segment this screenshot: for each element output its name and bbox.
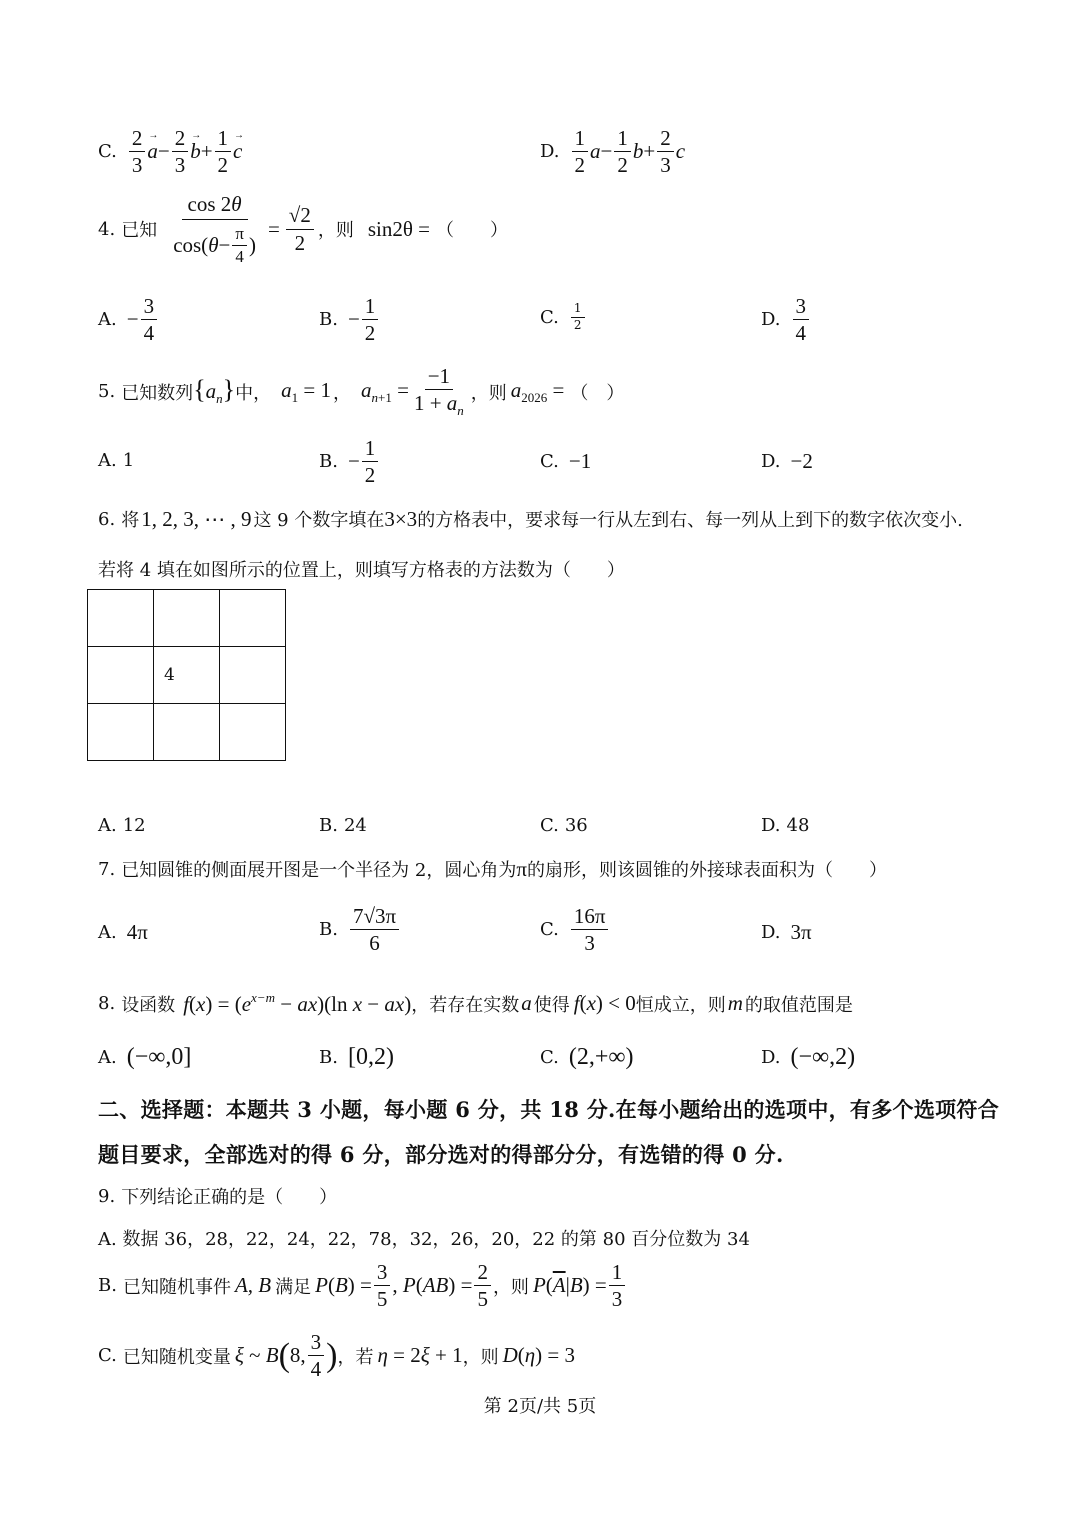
question-4: 4. 已知 cos 2θ cos( θ − $\frac{\pi}{4}$ ) = $\frac{√2}{2}$ ，则 sin2θ = （ ） — [98, 192, 508, 266]
q4-option-d: D. $\frac{3}{4}$ — [761, 294, 811, 345]
q4-option-c: C. $\frac{1}{2}$ — [540, 302, 587, 333]
grid-row — [88, 704, 286, 761]
q4-option-a: A. − $\frac{3}{4}$ — [98, 294, 159, 345]
question-6-line-1: 6. 将 1, 2, 3, ⋯ , 9 这 9 个数字填在 3×3 的方格表中，要求每一行从左到右、每一列从上到下的数字依次变小. — [98, 506, 963, 531]
q7-option-c: C. $\frac{16\pi}{3}$ — [540, 904, 610, 955]
q5-option-a: A. 1 — [98, 450, 135, 471]
grid-cell — [220, 704, 286, 761]
grid-cell — [220, 647, 286, 704]
grid-row — [88, 590, 286, 647]
q3-option-c: C. $\frac{2}{3}$ → a − $\frac{2}{3}$ → b + $\frac{1}{2}$ → c — [98, 126, 242, 177]
grid-row — [88, 647, 286, 704]
q5-option-c: C. −1 — [540, 449, 592, 473]
q5-option-b: B. − $\frac{1}{2}$ — [319, 436, 380, 487]
grid-cell — [220, 590, 286, 647]
q9-option-a: A. 数据 36，28，22，24，22，78，32，26，20，22 的第 80 百分位数为 34 — [98, 1229, 750, 1250]
q6-option-b: B. 24 — [319, 815, 367, 836]
q3-option-d: D. $\frac{1}{2}$ a − $\frac{1}{2}$ b + $\frac{2}{3}$ c — [540, 126, 686, 178]
q4-option-b: B. − $\frac{1}{2}$ — [319, 294, 380, 345]
grid-cell — [88, 590, 154, 647]
q8-option-d: D. (−∞,2) — [761, 1044, 856, 1070]
grid-cell — [88, 704, 154, 761]
section-2-heading-line-2: 题目要求，全部选对的得 6 分，部分选对的得部分分，有选错的得 0 分. — [98, 1142, 784, 1167]
q8-option-b: B. [0,2) — [319, 1044, 394, 1070]
grid-cell — [88, 647, 154, 704]
number-grid-3x3 — [87, 589, 286, 761]
grid-cell — [154, 704, 220, 761]
section-2-heading-line-1: 二、选择题：本题共 3 小题，每小题 6 分，共 18 分.在每小题给出的选项中，有多个选项符合 — [98, 1097, 1000, 1122]
question-9-stem: 9. 下列结论正确的是（ ） — [98, 1185, 338, 1208]
question-7: 7. 已知圆锥的侧面展开图是一个半径为 2，圆心角为 π 的扇形，则该圆锥的外接球表面积为（ ） — [98, 856, 887, 881]
q7-option-a: A. 4π — [98, 920, 148, 944]
question-6-line-2: 若将 4 填在如图所示的位置上，则填写方格表的方法数为（ ） — [98, 560, 625, 581]
q8-option-a: A. (−∞,0] — [98, 1044, 192, 1070]
q9-option-c: C. 已知随机变量 ξ ~ B ( 8, $\frac{3}{4}$ ) ，若 η = 2ξ + 1 ，则 D(η) = 3 — [98, 1330, 576, 1382]
grid-cell — [154, 590, 220, 647]
q6-option-c: C. 36 — [540, 815, 588, 836]
grid-cell: 4 — [154, 647, 220, 704]
q7-option-b: B. $\frac{7√3\pi}{6}$ — [319, 904, 401, 955]
q5-option-d: D. −2 — [761, 449, 813, 473]
question-5: 5. 已知数列 $\{a_n\}$ 中， $a_1 = 1$ ， $a_{n+1}$ = $\frac{-1}{1 + a_n}$ ，则 $a_{2026}$ = （ ） — [98, 364, 625, 419]
q6-option-d: D. 48 — [761, 815, 810, 836]
q6-option-a: A. 12 — [98, 815, 146, 836]
q9-option-b: B. 已知随机事件 A, B 满足 P(B) = $\frac{3}{5}$ , P(AB) = $\frac{2}{5}$ ，则 $P(\overline{A}|B)$ = $\frac{1}{3}$ — [98, 1260, 627, 1311]
question-8: 8. 设函数 $f(x) = (e^{x-m} - ax)(\ln$ x − ax) ，若存在实数 a 使得 f(x) < 0 恒成立，则 m 的取值范围是 — [98, 990, 853, 1016]
q8-option-c: C. (2,+∞) — [540, 1044, 634, 1070]
q7-option-d: D. 3π — [761, 920, 812, 944]
page-number: 第 2页/共 5页 — [483, 1396, 597, 1417]
